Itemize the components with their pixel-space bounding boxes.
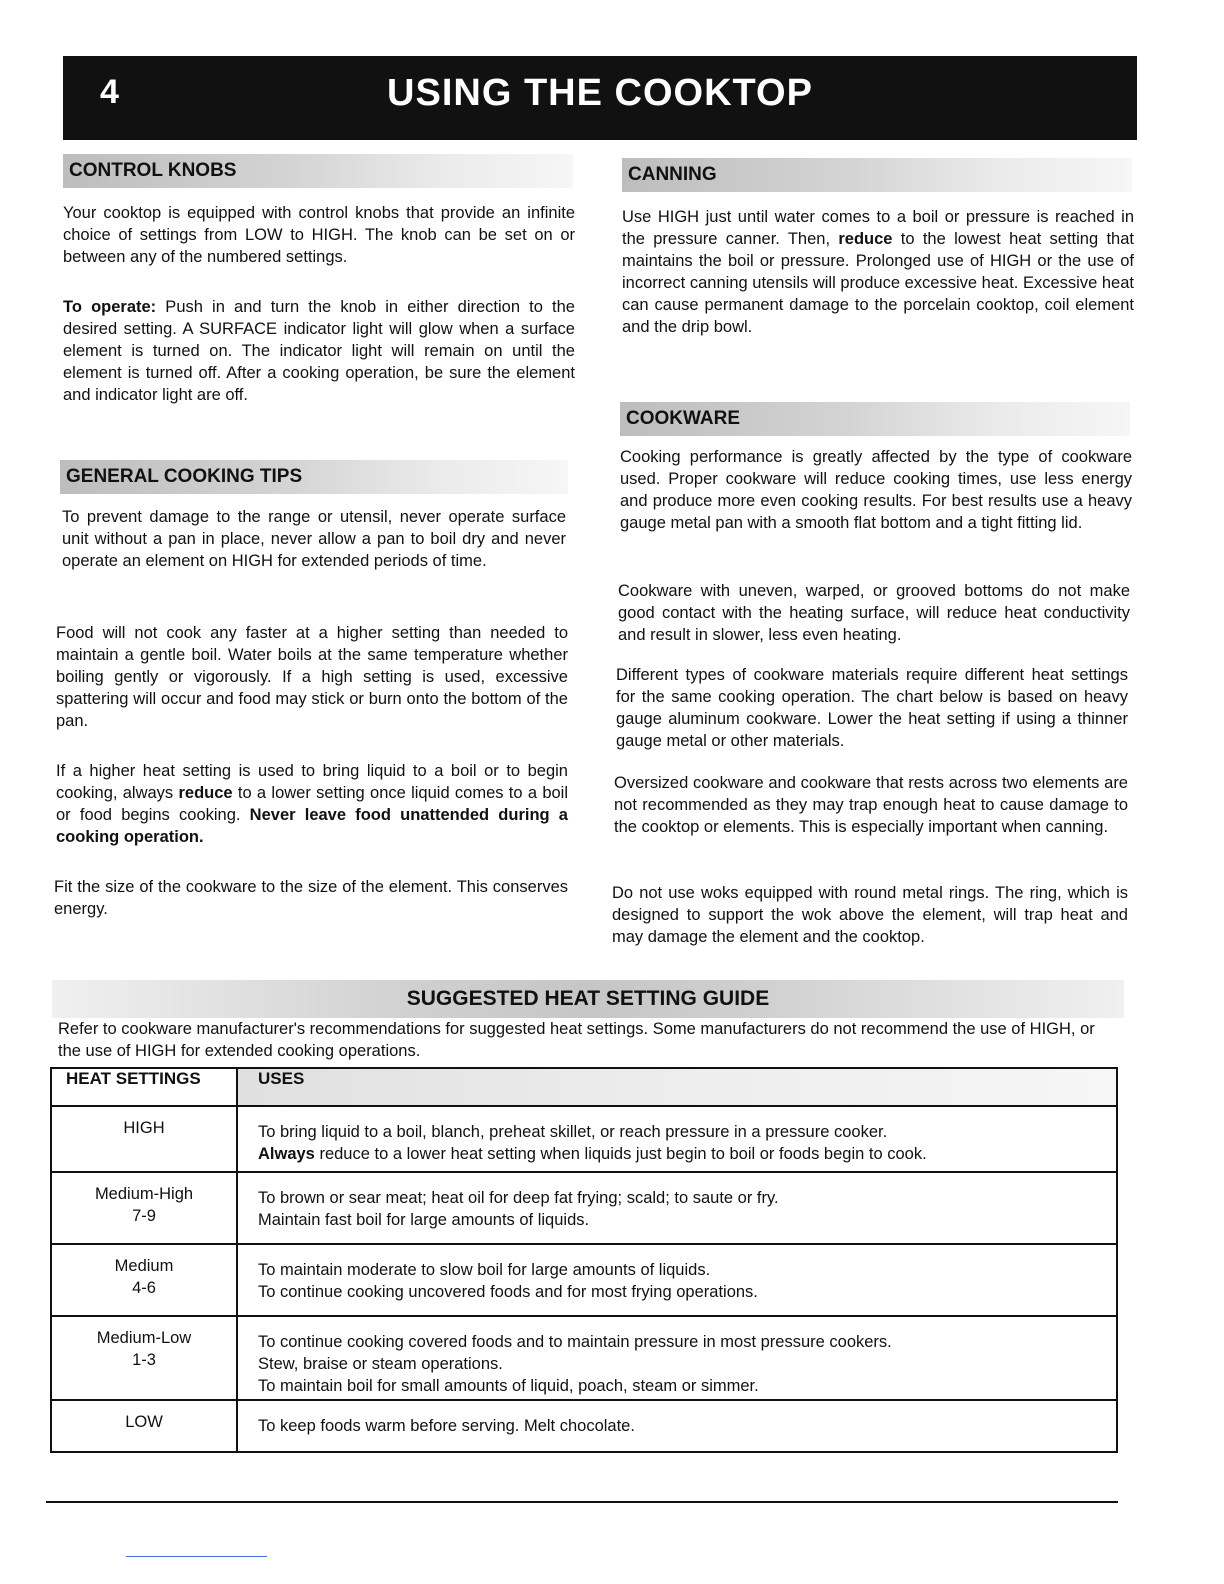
setting-cell <box>51 1244 237 1316</box>
section-heading-general-cooking-tips: GENERAL COOKING TIPS <box>60 460 568 494</box>
general-tips-p4: Fit the size of the cookware to the size of the element. This conserves energy. <box>54 878 568 918</box>
col-uses: USES <box>237 1068 1117 1106</box>
tips-p3-reduce: reduce <box>178 784 233 802</box>
uses-line: To maintain moderate to slow boil for large amounts of liquids. <box>258 1261 711 1279</box>
uses-text: Maintain fast boil for large amounts of liquids. <box>258 1211 590 1229</box>
setting-cell <box>51 1106 237 1172</box>
uses-cell <box>237 1172 1117 1244</box>
general-tips-p3 <box>56 760 568 848</box>
cookware-p4: Oversized cookware and cookware that rests across two elements are not recommended as they may trap enough heat to cause damage to the cooktop or elements. This is especially important when canning. <box>614 774 1128 836</box>
canning-reduce: reduce <box>838 230 893 248</box>
cookware-p3: Different types of cookware materials require different heat settings for the same cooking operation. The chart below is based on heavy gauge aluminum cookware. Lower the heat setting if using a thinner gauge metal or other materials. <box>616 666 1128 750</box>
heat-setting-table <box>50 1067 1118 1453</box>
section-heading-canning: CANNING <box>622 158 1132 192</box>
table-row <box>51 1400 1117 1452</box>
section-heading-heat-setting-guide: SUGGESTED HEAT SETTING GUIDE <box>52 980 1124 1018</box>
setting-name: Medium-High <box>94 1185 194 1203</box>
setting-name: LOW <box>125 1413 163 1431</box>
uses-line <box>258 1209 1096 1231</box>
table-row <box>51 1172 1117 1244</box>
section-heading-cookware: COOKWARE <box>620 402 1130 436</box>
setting-range: 4-6 <box>132 1279 156 1297</box>
control-knobs-operate <box>63 296 575 406</box>
cookware-p2: Cookware with uneven, warped, or grooved bottoms do not make good contact with the heating surface, will reduce heat conductivity and result in slower, less even heating. <box>618 582 1130 644</box>
canning-a: Use HIGH just until water comes to a boil or pressure is reached in the pressure canner. Then, <box>622 208 1134 248</box>
setting-name: Medium-Low <box>96 1329 192 1347</box>
uses-line: To keep foods warm before serving. Melt chocolate. <box>258 1417 635 1435</box>
setting-cell <box>51 1400 237 1452</box>
table-row <box>51 1244 1117 1316</box>
operate-lead: To operate: <box>63 298 157 316</box>
uses-line: To bring liquid to a boil, blanch, preheat skillet, or reach pressure in a pressure cooker. <box>258 1123 888 1141</box>
setting-range: 7-9 <box>132 1207 156 1225</box>
tips-p3-warning: Never leave food unattended during a cooking operation. <box>56 806 568 846</box>
cookware-p1: Cooking performance is greatly affected by the type of cookware used. Proper cookware will reduce cooking times, use less energy and produce more even cooking results. For best results use a heavy gauge metal pan with a smooth flat bottom and a tight fitting lid. <box>620 448 1132 532</box>
setting-range: 1-3 <box>132 1351 156 1369</box>
footer-rule <box>126 1556 267 1557</box>
uses-bold: Always <box>258 1145 315 1163</box>
general-tips-p1: To prevent damage to the range or utensil, never operate surface unit without a pan in place, never allow a pan to boil dry and never operate an element on HIGH for extended periods of time. <box>62 508 566 570</box>
table-header-row <box>51 1068 1117 1106</box>
tips-p3-a: If a higher heat setting is used to bring liquid to a boil or to begin cooking, always <box>56 762 568 802</box>
general-tips-p2: Food will not cook any faster at a higher setting than needed to maintain a gentle boil. Water boils at the same temperature whether boiling gently or vigorously. If a high setting is used, excessive spattering will occur and food may stick or burn onto the bottom of the pan. <box>56 624 568 730</box>
operate-text: Push in and turn the knob in either direction to the desired setting. A SURFACE indicator light will glow when a surface element is turned on. The indicator light will remain on until the element is turned off. After a cooking operation, be sure the element and indicator light are off. <box>63 298 575 404</box>
table-row <box>51 1316 1117 1400</box>
section-heading-control-knobs: CONTROL KNOBS <box>63 154 573 188</box>
uses-line: To brown or sear meat; heat oil for deep fat frying; scald; to saute or fry. <box>258 1189 779 1207</box>
control-knobs-intro: Your cooktop is equipped with control knobs that provide an infinite choice of settings from LOW to HIGH. The knob can be set on or between any of the numbered settings. <box>63 204 575 266</box>
canning-c: to the lowest heat setting that maintains the boil or pressure. Prolonged use of HIGH or the use of incorrect canning utensils will produce excessive heat. Excessive heat can cause permanent damage to the porcelain cooktop, coil element and the drip bowl. <box>622 230 1134 336</box>
setting-name: Medium <box>114 1257 174 1275</box>
uses-text: Stew, braise or steam operations. <box>258 1355 503 1373</box>
setting-cell <box>51 1172 237 1244</box>
page-number: 4 <box>100 73 119 111</box>
setting-cell <box>51 1316 237 1400</box>
uses-line: To maintain boil for small amounts of liquid, poach, steam or simmer. <box>258 1377 759 1395</box>
uses-line <box>258 1281 1096 1303</box>
uses-cell <box>237 1316 1117 1400</box>
uses-cell <box>237 1400 1117 1452</box>
bottom-rule <box>46 1501 1118 1503</box>
table-row <box>51 1106 1117 1172</box>
page-title: USING THE COOKTOP <box>387 72 813 114</box>
uses-line <box>258 1143 1096 1165</box>
setting-name: HIGH <box>123 1119 165 1137</box>
uses-text: To continue cooking uncovered foods and for most frying operations. <box>258 1283 758 1301</box>
uses-cell <box>237 1244 1117 1316</box>
tips-p3-c: to a lower setting once liquid comes to a boil or food begins cooking. <box>56 784 568 824</box>
canning-text <box>622 206 1134 338</box>
uses-text: reduce to a lower heat setting when liquids just begin to boil or foods begin to cook. <box>314 1145 927 1163</box>
cookware-p5: Do not use woks equipped with round metal rings. The ring, which is designed to support the wok above the element, will trap heat and may damage the element and the cooktop. <box>612 884 1128 946</box>
uses-cell <box>237 1106 1117 1172</box>
col-heat-settings: HEAT SETTINGS <box>51 1068 237 1106</box>
uses-line <box>258 1353 1096 1375</box>
uses-line: To continue cooking covered foods and to maintain pressure in most pressure cookers. <box>258 1333 892 1351</box>
guide-intro: Refer to cookware manufacturer's recommendations for suggested heat settings. Some manufacturers do not recommend the use of HIGH, or the use of HIGH for extended cooking operations. <box>58 1020 1095 1060</box>
